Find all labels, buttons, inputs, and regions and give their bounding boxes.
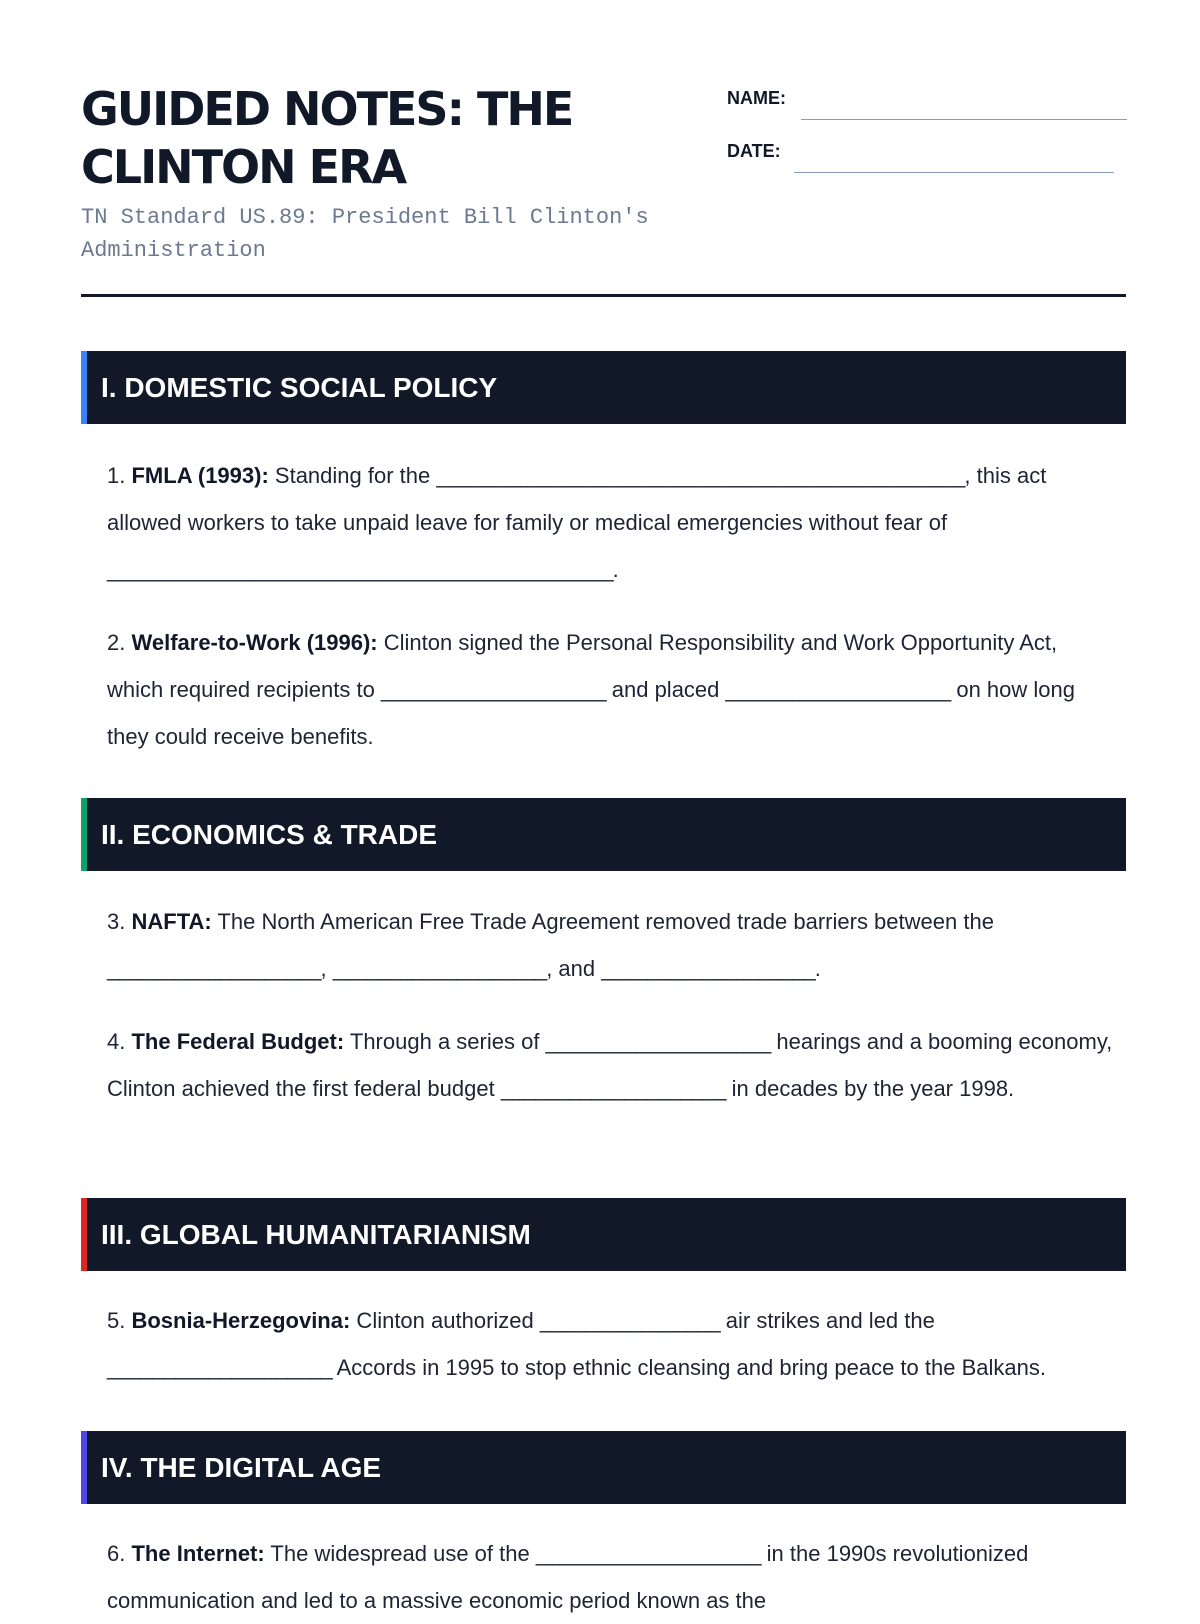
fill-in-blank[interactable]: ___________________	[601, 956, 815, 981]
section-heading: II. ECONOMICS & TRADE	[101, 819, 438, 850]
fill-in-blank[interactable]: ____________________	[380, 677, 606, 702]
fill-in-blank[interactable]: ____________________	[545, 1029, 771, 1054]
question-federal-budget: 4. The Federal Budget: Through a series of ____________________ hearings and a booming economy, Clinton achieved the first federal budget ____________________ in decades by the year 1998.	[107, 1029, 1113, 1101]
section-heading: IV. THE DIGITAL AGE	[101, 1452, 382, 1483]
question-term: FMLA (1993):	[131, 463, 269, 488]
section-heading: III. GLOBAL HUMANITARIANISM	[101, 1219, 531, 1250]
worksheet-page	[81, 0, 1126, 1613]
question-fmla: 1. FMLA (1993): Standing for the _______________________________________________, this act allowed workers to take unpaid leave for family or medical emergencies without fear of _____________________________________________.	[107, 463, 1047, 582]
section-header-digital-age	[81, 1431, 1126, 1504]
date-field[interactable]	[794, 172, 1114, 173]
question-term: The Federal Budget:	[131, 1029, 345, 1054]
standard-subtitle: TN Standard US.89: President Bill Clinton's Administration	[81, 205, 649, 263]
question-number: 3.	[107, 909, 126, 934]
question-term: The Internet:	[131, 1541, 265, 1566]
name-field[interactable]	[801, 119, 1127, 120]
question-nafta: 3. NAFTA: The North American Free Trade Agreement removed trade barriers between the ___________________, ___________________, and ___________________.	[107, 909, 994, 981]
fill-in-blank[interactable]: ____________________	[500, 1076, 726, 1101]
name-label: NAME:	[727, 88, 786, 108]
question-number: 2.	[107, 630, 126, 655]
question-number: 6.	[107, 1541, 126, 1566]
question-term: NAFTA:	[131, 909, 212, 934]
date-label: DATE:	[727, 141, 781, 161]
section-header-global-humanitarianism	[81, 1198, 1126, 1271]
fill-in-blank[interactable]: ________________	[539, 1308, 720, 1333]
fill-in-blank[interactable]: ____________________	[107, 1355, 332, 1380]
fill-in-blank[interactable]: ___________________	[332, 956, 547, 981]
question-internet: 6. The Internet: The widespread use of the ____________________ in the 1990s revolutionized communication and led to a massive economic period known as the	[107, 1541, 1029, 1613]
fill-in-blank[interactable]: _____________________________________________	[107, 557, 613, 582]
section-header-economics-trade	[81, 798, 1126, 871]
worksheet-header	[81, 0, 1126, 300]
question-welfare-to-work: 2. Welfare-to-Work (1996): Clinton signed the Personal Responsibility and Work Opportunity Act, which required recipients to ____________________ and placed ____________________ on how long they could receive benefits.	[107, 630, 1075, 749]
fill-in-blank[interactable]: ____________________	[535, 1541, 761, 1566]
question-number: 4.	[107, 1029, 126, 1054]
header-divider	[81, 294, 1126, 297]
question-term: Welfare-to-Work (1996):	[131, 630, 378, 655]
question-number: 1.	[107, 463, 126, 488]
fill-in-blank[interactable]: _______________________________________________	[436, 463, 965, 488]
fill-in-blank[interactable]: ___________________	[107, 956, 321, 981]
section-header-domestic-social-policy	[81, 351, 1126, 424]
question-term: Bosnia-Herzegovina:	[131, 1308, 351, 1333]
section-heading: I. DOMESTIC SOCIAL POLICY	[101, 372, 498, 403]
page-title: GUIDED NOTES: THE CLINTON ERA	[81, 82, 573, 194]
fill-in-blank[interactable]: ____________________	[725, 677, 951, 702]
question-number: 5.	[107, 1308, 126, 1333]
question-bosnia-herzegovina: 5. Bosnia-Herzegovina: Clinton authorized ________________ air strikes and led the ____________________ Accords in 1995 to stop ethnic cleansing and bring peace to the Balkans.	[107, 1308, 1046, 1380]
